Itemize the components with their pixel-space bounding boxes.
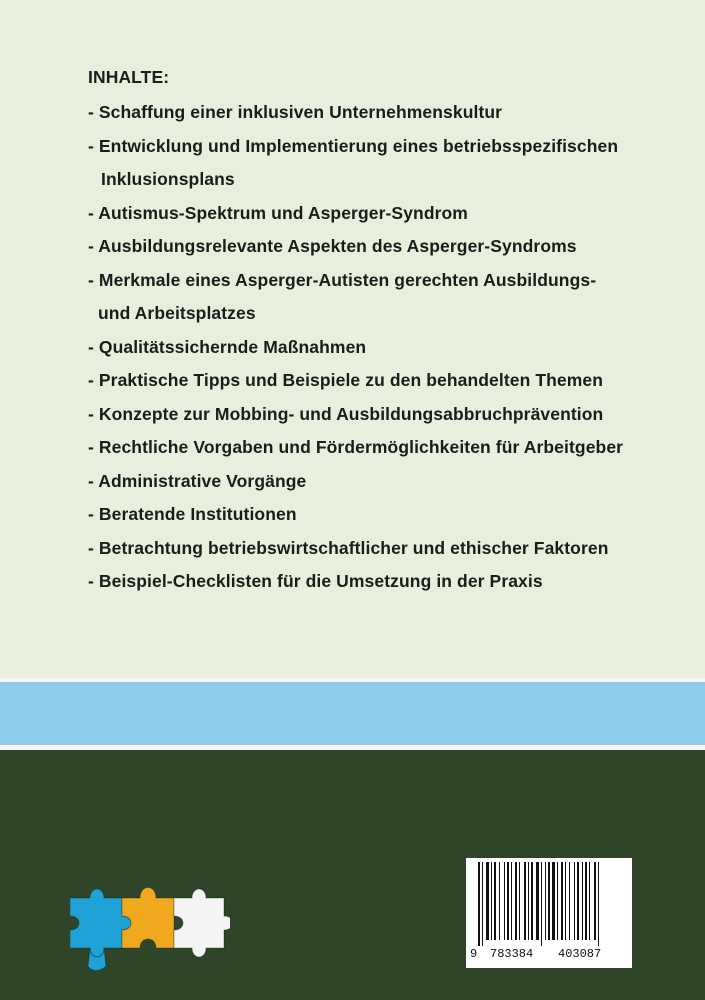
contents-list bbox=[88, 62, 678, 599]
list-item-text: - Ausbildungsrelevante Aspekten des Asperger-Syndroms bbox=[88, 236, 577, 256]
list-item-text: - Beratende Institutionen bbox=[88, 504, 297, 524]
list-item-text: - Autismus-Spektrum und Asperger-Syndrom bbox=[88, 202, 468, 223]
list-item-text: - Administrative Vorgänge bbox=[88, 470, 307, 491]
list-item bbox=[88, 498, 678, 532]
barcode bbox=[466, 858, 632, 968]
list-item bbox=[88, 465, 678, 499]
list-item bbox=[88, 398, 678, 432]
list-item-text: - Praktische Tipps und Beispiele zu den behandelten Themen bbox=[88, 370, 604, 390]
list-item-continuation: und Arbeitsplatzes bbox=[98, 303, 256, 323]
list-item-text: - Betrachtung betriebswirtschaftlicher und ethischer Faktoren bbox=[88, 537, 609, 558]
contents-heading: INHALTE: bbox=[88, 67, 170, 87]
isbn-prefix: 9 bbox=[470, 947, 478, 961]
list-item bbox=[88, 130, 678, 197]
list-item bbox=[88, 197, 678, 231]
isbn-left-group: 783384 bbox=[490, 947, 534, 961]
list-item-text: - Konzepte zur Mobbing- und Ausbildungsabbruchprävention bbox=[88, 403, 604, 424]
list-item bbox=[88, 96, 678, 130]
list-item bbox=[88, 331, 678, 365]
list-item-text: - Schaffung einer inklusiven Unternehmenskultur bbox=[88, 102, 503, 122]
list-item bbox=[88, 431, 678, 465]
list-item bbox=[88, 565, 678, 599]
list-item-text: - Qualitätssichernde Maßnahmen bbox=[88, 336, 367, 357]
list-item bbox=[88, 532, 678, 566]
list-item-text: - Rechtliche Vorgaben und Fördermöglichkeiten für Arbeitgeber bbox=[88, 437, 624, 457]
list-item-text: - Beispiel-Checklisten für die Umsetzung in der Praxis bbox=[88, 571, 543, 591]
puzzle-pieces-icon bbox=[70, 878, 230, 973]
list-item-text: - Merkmale eines Asperger-Autisten gerechten Ausbildungs- bbox=[88, 269, 597, 290]
barcode-icon bbox=[466, 858, 632, 946]
list-item bbox=[88, 364, 678, 398]
list-item bbox=[88, 264, 678, 331]
list-item-continuation: Inklusionsplans bbox=[101, 169, 235, 189]
list-item bbox=[88, 230, 678, 264]
blue-band bbox=[0, 682, 705, 745]
isbn-digits bbox=[466, 945, 632, 963]
isbn-right-group: 403087 bbox=[558, 947, 602, 961]
list-item-text: - Entwicklung und Implementierung eines betriebsspezifischen bbox=[88, 135, 619, 156]
